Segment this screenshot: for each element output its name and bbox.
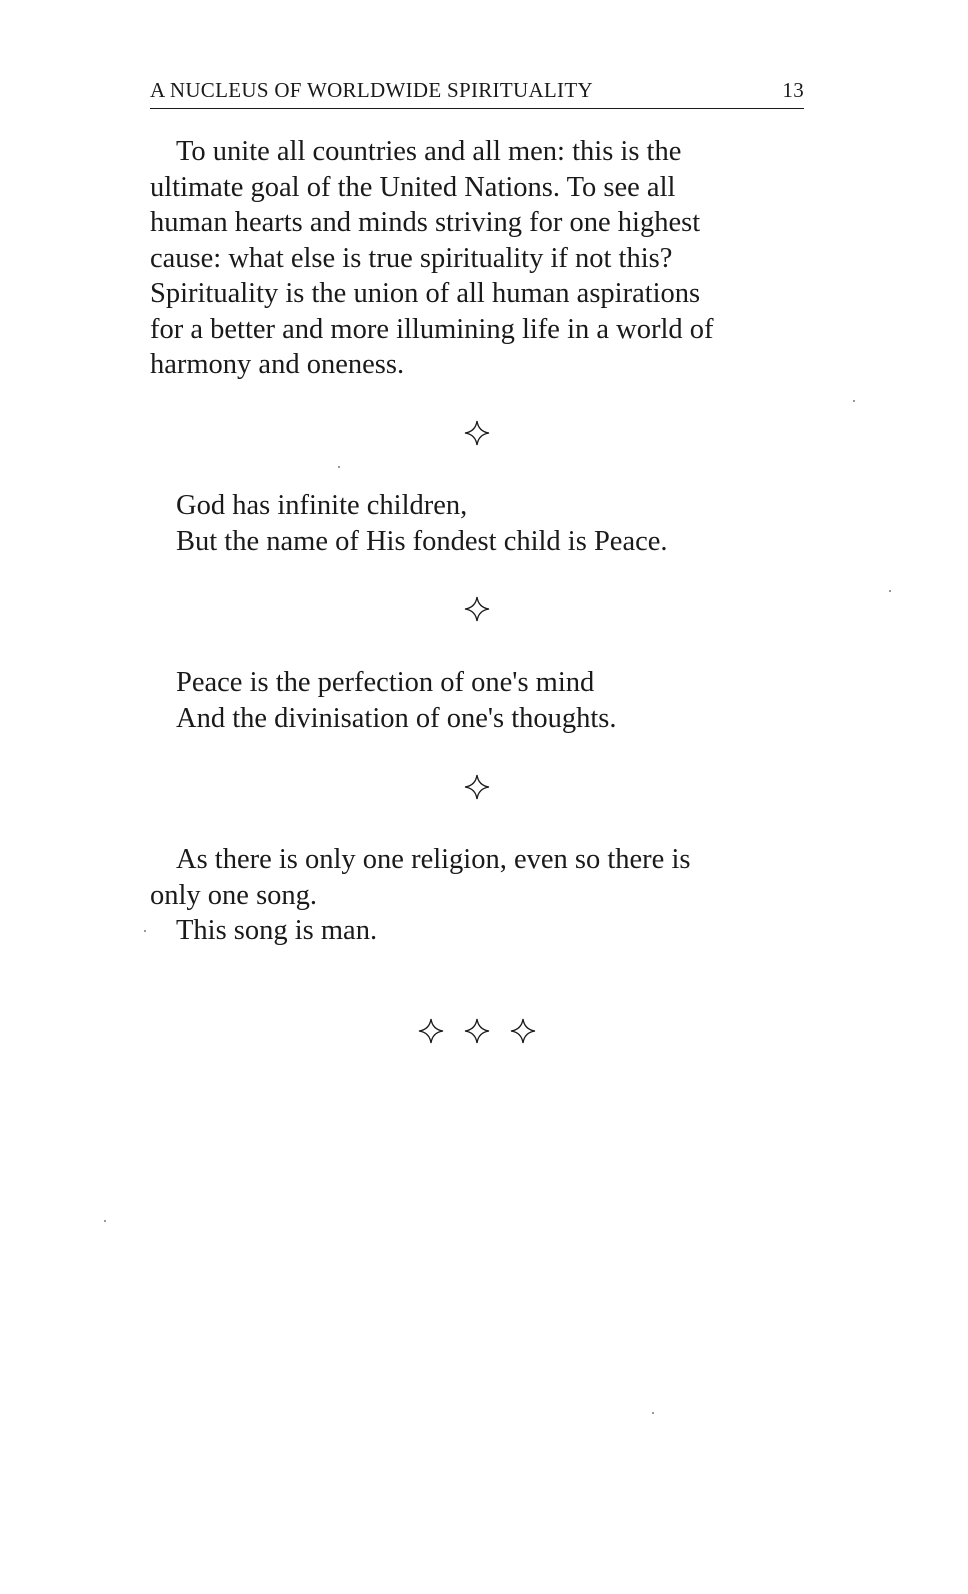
book-page [150, 0, 804, 1594]
scan-speck [853, 400, 855, 402]
verse-peace-perfection [176, 665, 804, 736]
page-number: 13 [782, 78, 804, 102]
scan-speck [652, 1412, 654, 1414]
four-point-star-icon [510, 1018, 536, 1044]
paragraph-line: ultimate goal of the United Nations. To see all [150, 171, 676, 203]
paragraph-line: As there is only one religion, even so there is [176, 844, 691, 875]
paragraph-line: harmony and oneness. [150, 349, 405, 380]
scan-speck [104, 1220, 106, 1222]
scan-speck [144, 930, 146, 932]
paragraph-line: human hearts and minds striving for one highest [150, 207, 701, 238]
scan-speck [889, 590, 891, 592]
paragraph-line: This song is man. [176, 915, 378, 946]
section-ornament [150, 420, 804, 450]
paragraph-line: only one song. [150, 879, 318, 911]
running-title: A NUCLEUS OF WORLDWIDE SPIRITUALITY [150, 78, 593, 102]
paragraph-united-nations [150, 134, 804, 383]
verse-line: God has infinite children, [176, 490, 468, 521]
verse-line: But the name of His fondest child is Peace. [176, 525, 668, 557]
section-ornament [150, 774, 804, 804]
four-point-star-icon [464, 1018, 490, 1044]
paragraph-line: To unite all countries and all men: this is the [176, 136, 682, 167]
verse-line: And the divinisation of one's thoughts. [176, 702, 617, 734]
four-point-star-icon [418, 1018, 444, 1044]
four-point-star-icon [464, 596, 490, 622]
paragraph-line: Spirituality is the union of all human aspirations [150, 278, 701, 309]
paragraph-line: cause: what else is true spirituality if not this? [150, 242, 673, 274]
verse-infinite-children [176, 488, 804, 559]
scan-speck [338, 466, 340, 468]
running-head [150, 78, 804, 109]
paragraph-line: for a better and more illumining life in a world of [150, 313, 714, 345]
end-ornament [150, 1018, 804, 1048]
four-point-star-icon [464, 774, 490, 800]
four-point-star-icon [464, 420, 490, 446]
paragraph-one-song [150, 842, 804, 949]
section-ornament [150, 596, 804, 626]
verse-line: Peace is the perfection of one's mind [176, 667, 595, 698]
